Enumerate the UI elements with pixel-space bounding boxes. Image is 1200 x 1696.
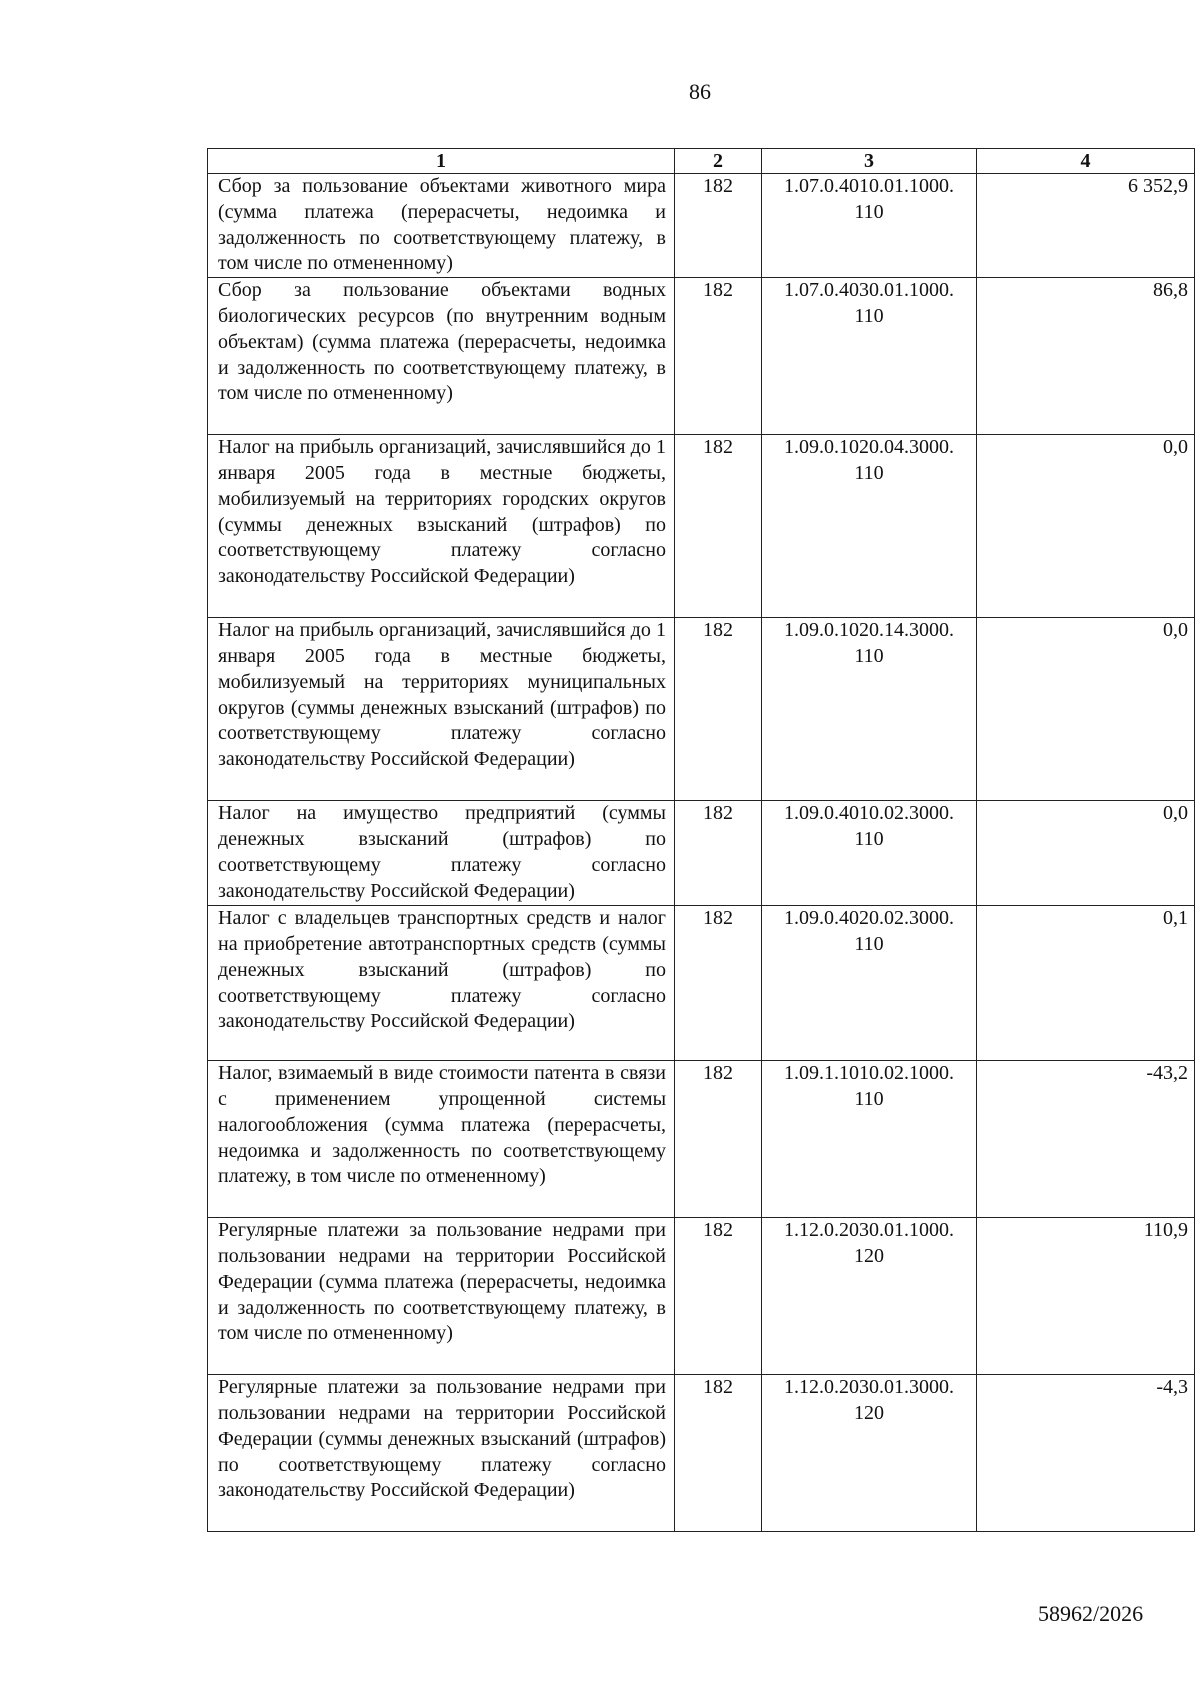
admin-code-cell: 182	[675, 174, 762, 278]
budget-code-main: 1.07.0.4030.01.1000.	[784, 279, 954, 302]
budget-code-suffix: 120	[854, 1401, 884, 1424]
table-row	[208, 906, 1195, 1061]
description-cell: Налог с владельцев транспортных средств и налог на приобретение автотранспортных средств (суммы денежных взысканий (штрафов) по соответствующему платежу согласно законодательству Российской Федерации)	[208, 906, 675, 1061]
amount-cell: 0,0	[977, 435, 1195, 618]
budget-code-suffix: 110	[854, 200, 884, 223]
admin-code-cell: 182	[675, 906, 762, 1061]
admin-code-cell: 182	[675, 278, 762, 435]
amount-cell: 0,0	[977, 618, 1195, 801]
amount-cell: -43,2	[977, 1061, 1195, 1218]
table-row	[208, 801, 1195, 906]
revenue-table	[207, 148, 1195, 1532]
budget-code-cell	[762, 906, 977, 1061]
budget-code-suffix: 110	[854, 1087, 884, 1110]
admin-code-cell: 182	[675, 1061, 762, 1218]
table-row	[208, 1375, 1195, 1532]
table-header-row	[208, 149, 1195, 174]
budget-code-cell	[762, 278, 977, 435]
budget-code-suffix: 120	[854, 1244, 884, 1267]
description-cell: Сбор за пользование объектами водных биологических ресурсов (по внутренним водным объектам) (сумма платежа (перерасчеты, недоимка и задолженность по соответствующему платежу, в том числе по отмененному)	[208, 278, 675, 435]
column-header: 3	[762, 149, 977, 174]
amount-cell: -4,3	[977, 1375, 1195, 1532]
budget-code-cell	[762, 801, 977, 906]
description-cell: Налог на прибыль организаций, зачислявшийся до 1 января 2005 года в местные бюджеты, мобилизуемый на территориях городских округов (суммы денежных взысканий (штрафов) по соответствующему платежу согласно законодательству Российской Федерации)	[208, 435, 675, 618]
description-cell: Сбор за пользование объектами животного мира (сумма платежа (перерасчеты, недоимка и задолженность по соответствующему платежу, в том числе по отмененному)	[208, 174, 675, 278]
table-row	[208, 435, 1195, 618]
description-cell: Регулярные платежи за пользование недрами при пользовании недрами на территории Российской Федерации (сумма платежа (перерасчеты, недоимка и задолженность по соответствующему платежу, в том числе по отмененному)	[208, 1218, 675, 1375]
page-number: 86	[689, 79, 711, 104]
budget-code-main: 1.09.0.1020.14.3000.	[784, 619, 954, 642]
budget-code-main: 1.09.0.4010.02.3000.	[784, 802, 954, 825]
column-header: 1	[208, 149, 675, 174]
budget-code-suffix: 110	[854, 932, 884, 955]
budget-code-cell	[762, 1375, 977, 1532]
budget-code-suffix: 110	[854, 461, 884, 484]
admin-code-cell: 182	[675, 435, 762, 618]
table-row	[208, 278, 1195, 435]
description-cell: Регулярные платежи за пользование недрами при пользовании недрами на территории Российской Федерации (суммы денежных взысканий (штрафов) по соответствующему платежу согласно законодательству Российской Федерации)	[208, 1375, 675, 1532]
description-cell: Налог на имущество предприятий (суммы денежных взысканий (штрафов) по соответствующему платежу согласно законодательству Российской Федерации)	[208, 801, 675, 906]
budget-code-main: 1.09.0.1020.04.3000.	[784, 436, 954, 459]
admin-code-cell: 182	[675, 618, 762, 801]
amount-cell: 86,8	[977, 278, 1195, 435]
budget-code-cell	[762, 435, 977, 618]
amount-cell: 0,1	[977, 906, 1195, 1061]
budget-code-suffix: 110	[854, 304, 884, 327]
admin-code-cell: 182	[675, 801, 762, 906]
column-header: 4	[977, 149, 1195, 174]
budget-code-main: 1.12.0.2030.01.3000.	[784, 1376, 954, 1399]
budget-code-main: 1.12.0.2030.01.1000.	[784, 1219, 954, 1242]
budget-code-cell	[762, 174, 977, 278]
admin-code-cell: 182	[675, 1375, 762, 1532]
admin-code-cell: 182	[675, 1218, 762, 1375]
table-row	[208, 618, 1195, 801]
budget-code-suffix: 110	[854, 644, 884, 667]
budget-code-main: 1.09.0.4020.02.3000.	[784, 907, 954, 930]
document-registration-number: 58962/2026	[1038, 1601, 1144, 1626]
table-row	[208, 1061, 1195, 1218]
budget-code-main: 1.09.1.1010.02.1000.	[784, 1062, 954, 1085]
budget-code-main: 1.07.0.4010.01.1000.	[784, 175, 954, 197]
budget-code-cell	[762, 1061, 977, 1218]
amount-cell: 6 352,9	[977, 174, 1195, 278]
description-cell: Налог, взимаемый в виде стоимости патента в связи с применением упрощенной системы налогообложения (сумма платежа (перерасчеты, недоимка и задолженность по соответствующему платежу, в том числе по отмененному)	[208, 1061, 675, 1218]
budget-code-cell	[762, 1218, 977, 1375]
description-cell: Налог на прибыль организаций, зачислявшийся до 1 января 2005 года в местные бюджеты, мобилизуемый на территориях муниципальных округов (суммы денежных взысканий (штрафов) по соответствующему платежу согласно законодательству Российской Федерации)	[208, 618, 675, 801]
amount-cell: 0,0	[977, 801, 1195, 906]
budget-code-suffix: 110	[854, 827, 884, 850]
budget-code-cell	[762, 618, 977, 801]
amount-cell: 110,9	[977, 1218, 1195, 1375]
table-row	[208, 1218, 1195, 1375]
table-row	[208, 174, 1195, 278]
column-header: 2	[675, 149, 762, 174]
